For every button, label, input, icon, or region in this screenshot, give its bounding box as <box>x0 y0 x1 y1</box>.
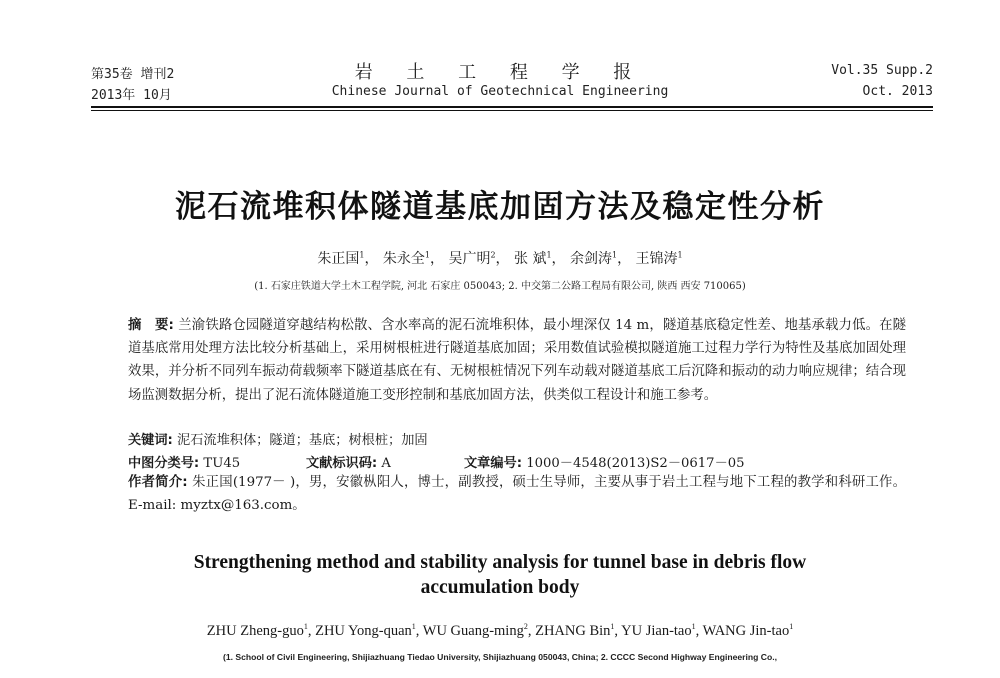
header-volume-cn: 第35卷 增刊2 <box>91 67 175 82</box>
author-cn: 余剑涛 <box>570 251 612 267</box>
author-cn: 王锦涛 <box>635 251 678 267</box>
author-cn: 朱永全 <box>382 251 425 267</box>
abstract-text: 兰渝铁路仓园隧道穿越结构松散、含水率高的泥石流堆积体，最小埋深仅 14 m，隧道基底稳定性差、地基承载力低。在隧道基底常用处理方法比较分析基础上，采用树根桩进行隧道基底加固；采用数值试验模拟隧道施工过程力学行为特性及基底加固处理效果，并分析不同列车振动荷载频率下隧道基底在有、无树根桩情况下列车动载对隧道基底工后沉降和振动的动力响应规律；结合现场监测数据分析，提出了泥石流体隧道施工变形控制和基底加固方法，供类似工程设计和施工参考。 <box>128 318 907 403</box>
clc-label: 中图分类号: <box>128 456 200 471</box>
author-list-cn: 朱正国$^1$， 朱永全$^1$， 吴广明$^2$， 张 斌$^1$， 余剑涛$^1$， 王锦涛$^1$ <box>317 250 683 267</box>
title-en-line1: Strengthening method and stability analysis for tunnel base in debris flow <box>193 552 807 573</box>
header-date-en: Oct. 2013 <box>862 84 933 99</box>
author-en: ZHU Yong-quan <box>315 622 412 639</box>
author-cn: 吴广明 <box>448 251 491 267</box>
affiliation-cn: (1. 石家庄铁道大学土木工程学院, 河北 石家庄 050043; 2. 中交第二公路工程局有限公司, 陕西 西安 710065) <box>254 281 746 292</box>
journal-title-en: Chinese Journal of Geotechnical Engineering <box>331 84 669 99</box>
clc-value: TU45 <box>203 456 241 471</box>
author-en: WANG Jin-tao <box>702 622 790 639</box>
keywords-line <box>128 429 428 448</box>
article-title-en <box>110 550 890 600</box>
doc-code-value: A <box>381 456 391 471</box>
article-number <box>464 452 745 471</box>
affiliation-en: (1. School of Civil Engineering, Shijiazhuang Tiedao University, Shijiazhuang 050043, China; 2. CCCC Second Highway Engineering Co., <box>222 652 778 662</box>
author-en: ZHANG Bin <box>535 622 611 639</box>
bio-text: 朱正国(1977－ )，男，安徽枞阳人，博士，副教授，硕士生导师，主要从事于岩土工程与地下工程的教学和科研工作。E-mail: myztx@163.com。 <box>128 475 907 514</box>
author-aff: 1 <box>359 250 365 260</box>
author-aff: 1 <box>411 622 416 631</box>
abstract-cn <box>128 314 906 407</box>
keywords-text: 泥石流堆积体；隧道；基底；树根桩；加固 <box>177 433 428 448</box>
author-aff: 2 <box>523 622 528 631</box>
author-aff: 1 <box>303 622 308 631</box>
abstract-label: 摘 要: <box>128 318 174 333</box>
classification-line <box>128 452 240 471</box>
author-cn: 张 斌 <box>514 251 547 267</box>
author-en: ZHU Zheng-guo <box>206 622 304 639</box>
author-aff: 1 <box>546 250 552 260</box>
title-en-line2: accumulation body <box>420 577 580 598</box>
author-en: YU Jian-tao <box>621 622 692 639</box>
author-aff: 1 <box>612 250 618 260</box>
doc-code <box>306 452 391 471</box>
author-aff: 2 <box>490 250 496 260</box>
author-aff: 1 <box>691 622 696 631</box>
author-aff: 1 <box>789 622 794 631</box>
header-date-cn: 2013年 10月 <box>91 88 172 103</box>
header-rule-thin <box>91 110 933 111</box>
keywords-label: 关键词: <box>128 433 173 448</box>
author-en: WU Guang-ming <box>422 622 524 639</box>
author-aff: 1 <box>424 250 430 260</box>
header-volume-en: Vol.35 Supp.2 <box>831 63 933 78</box>
author-aff: 1 <box>610 622 615 631</box>
journal-title-cn: 岩 土 工 程 学 报 <box>354 62 646 83</box>
author-aff: 1 <box>677 250 683 260</box>
author-bio <box>128 471 906 517</box>
header-rule-thick <box>91 106 933 108</box>
article-no-value: 1000－4548(2013)S2－0617－05 <box>526 456 745 471</box>
author-cn: 朱正国 <box>317 251 360 267</box>
bio-label: 作者简介: <box>128 475 188 490</box>
author-list-en: ZHU Zheng-guo$^1$, ZHU Yong-quan$^1$, WU Guang-ming$^2$, ZHANG Bin$^1$, YU Jian-tao$^1$, WANG Jin-tao$^1$ <box>206 622 794 639</box>
doc-code-label: 文献标识码: <box>306 456 378 471</box>
article-no-label: 文章编号: <box>464 456 523 471</box>
article-title-cn: 泥石流堆积体隧道基底加固方法及稳定性分析 <box>175 189 825 225</box>
